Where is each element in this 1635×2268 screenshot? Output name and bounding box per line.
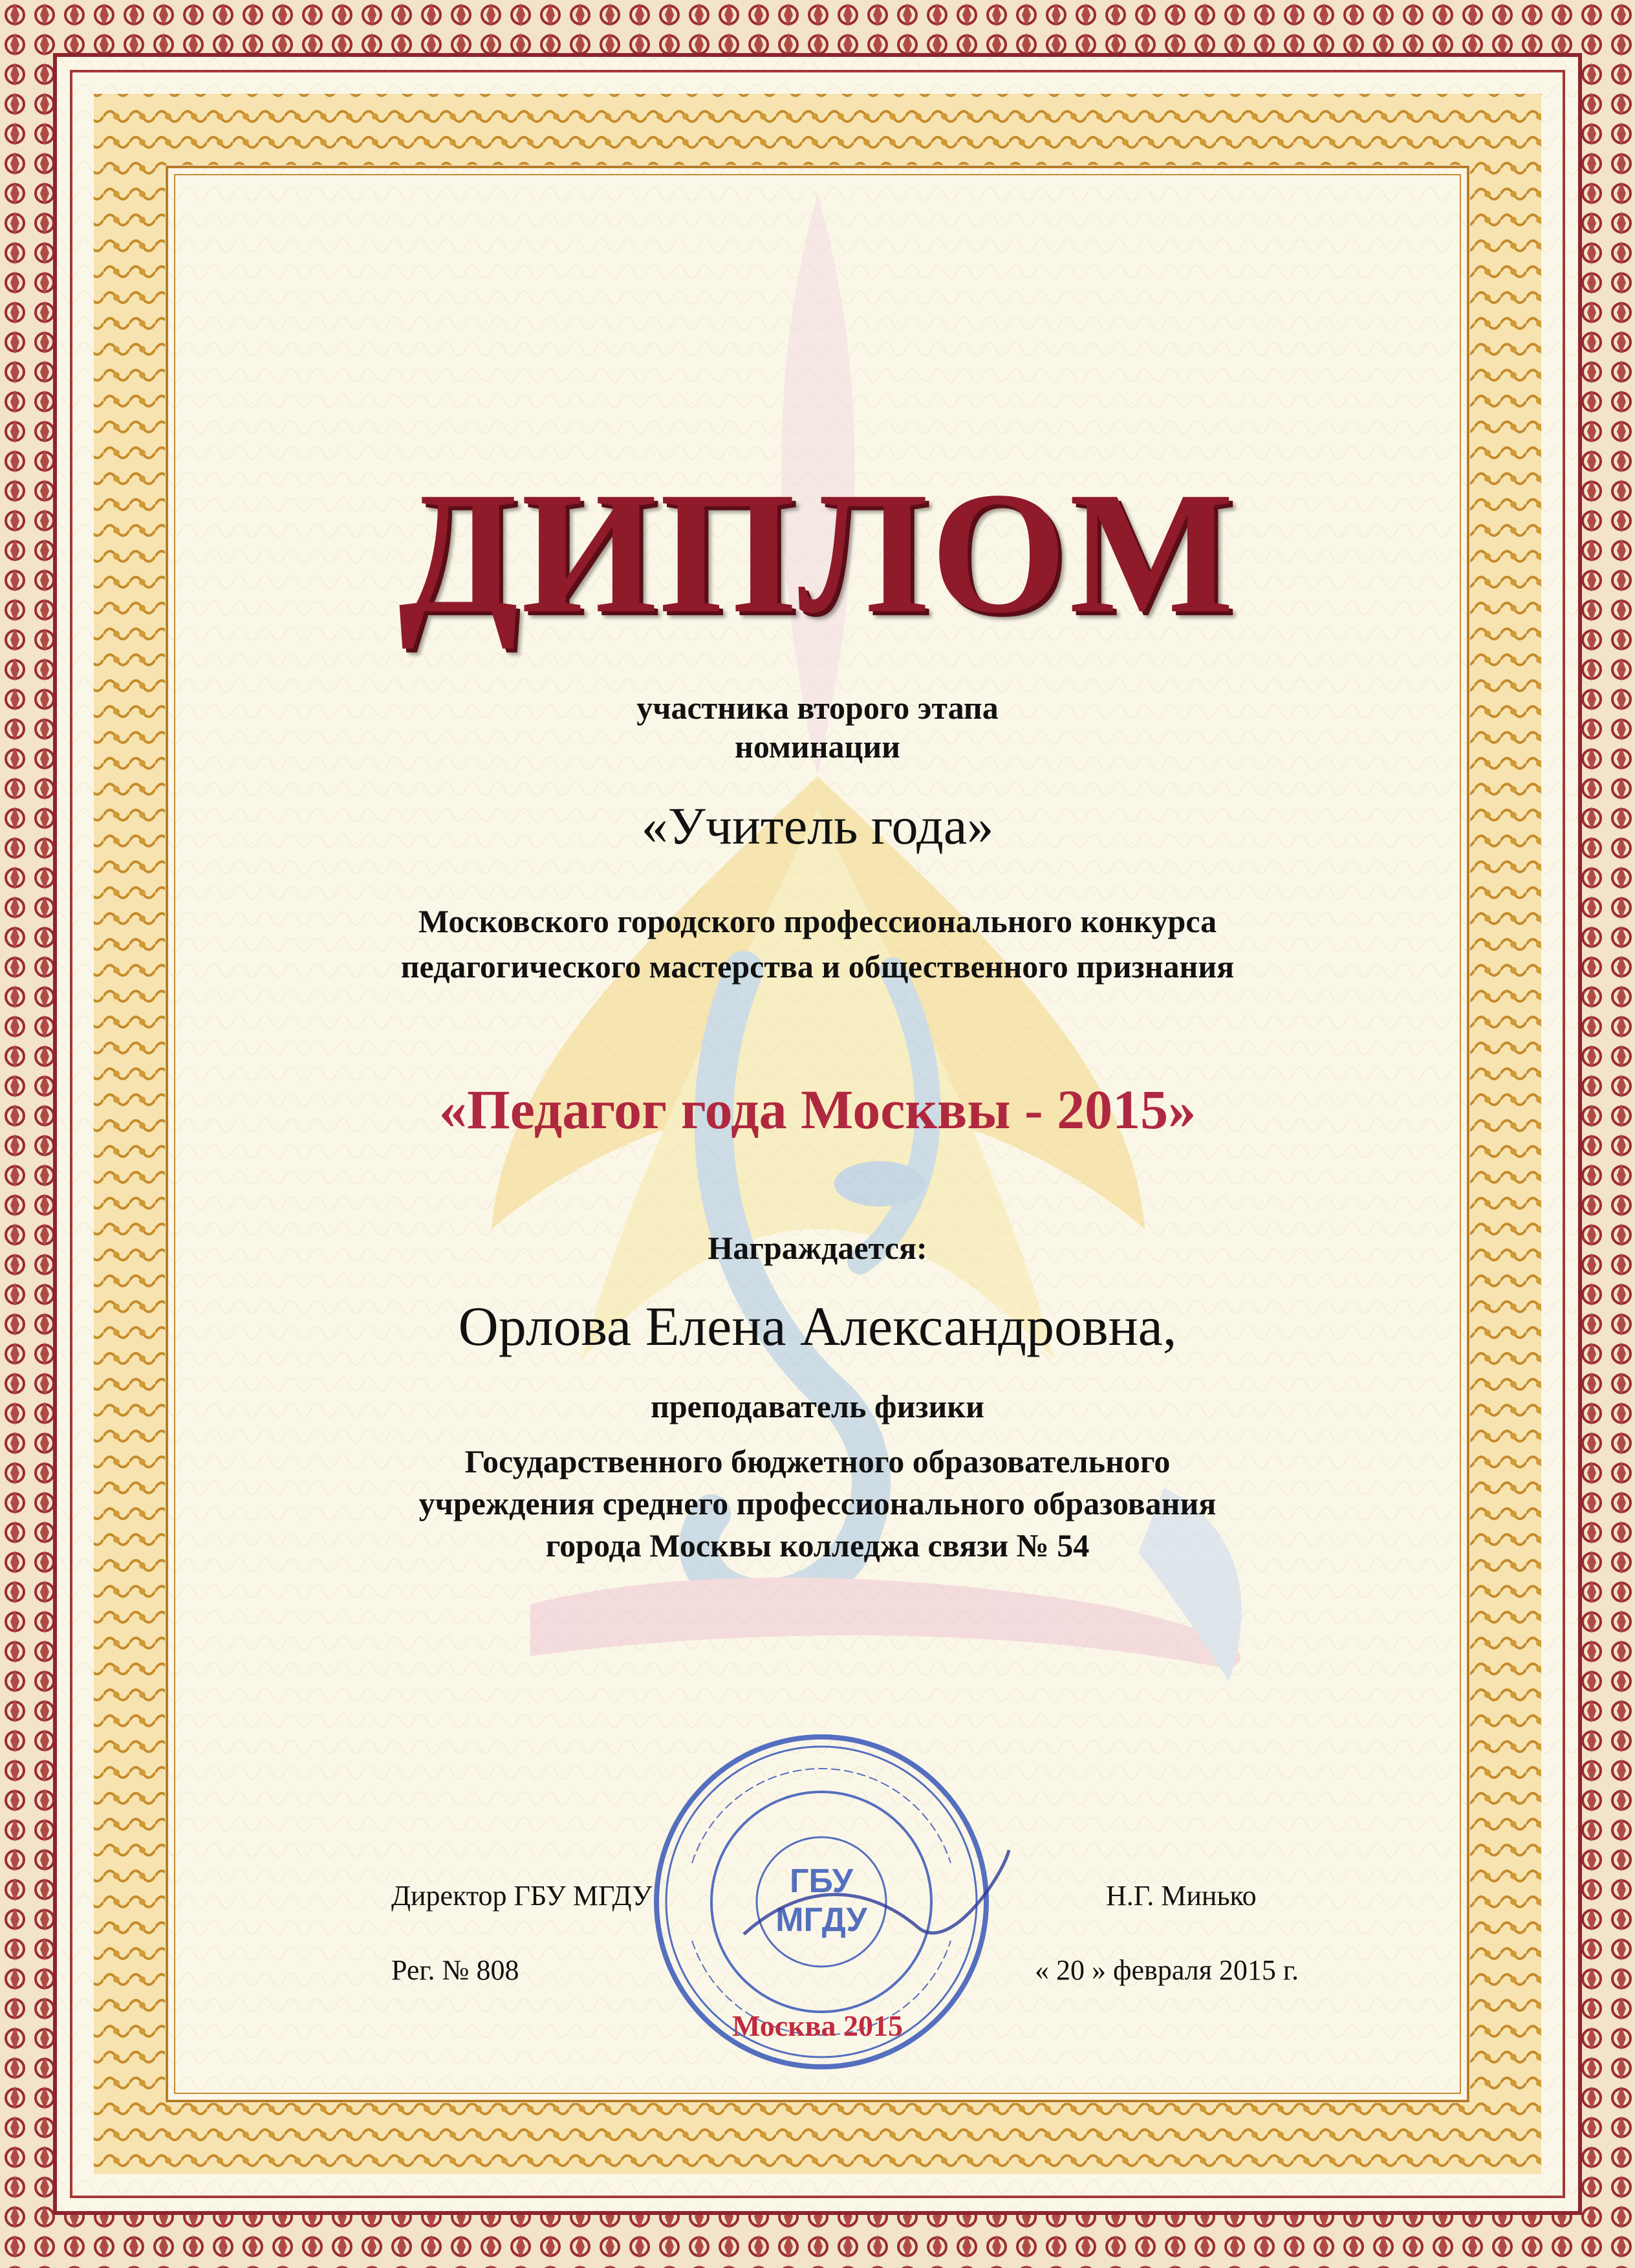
recipient-position: преподаватель физики — [651, 1388, 984, 1424]
recipient-name: Орлова Елена Александровна, — [458, 1295, 1177, 1357]
nomination-name: «Учитель года» — [641, 796, 994, 855]
awarded-label: Награждается: — [708, 1230, 927, 1266]
organization-line-2: учреждения среднего профессионального образования — [418, 1485, 1217, 1521]
diploma-title: ДИПЛОМ — [398, 456, 1237, 649]
subtitle-line-1: участника второго этапа — [636, 690, 999, 726]
contest-description-line-1: Московского городского профессионального конкурса — [418, 903, 1217, 939]
subtitle-line-2: номинации — [735, 728, 900, 765]
signatory-title: Директор ГБУ МГДУ — [391, 1880, 653, 1912]
signatory-name: Н.Г. Минько — [1106, 1880, 1257, 1912]
organization-line-3: города Москвы колледжа связи № 54 — [545, 1527, 1090, 1564]
issue-date: « 20 » февраля 2015 г. — [1035, 1954, 1299, 1986]
registration-number: Рег. № 808 — [391, 1954, 519, 1986]
contest-name: «Педагог года Москвы - 2015» — [439, 1078, 1196, 1140]
svg-text:МГДУ: МГДУ — [775, 1901, 867, 1939]
contest-description-line-2: педагогического мастерства и общественного признания — [400, 948, 1235, 985]
city-year: Москва 2015 — [731, 2009, 904, 2042]
organization-line-1: Государственного бюджетного образовательного — [464, 1443, 1171, 1479]
svg-text:ГБУ: ГБУ — [790, 1862, 853, 1900]
